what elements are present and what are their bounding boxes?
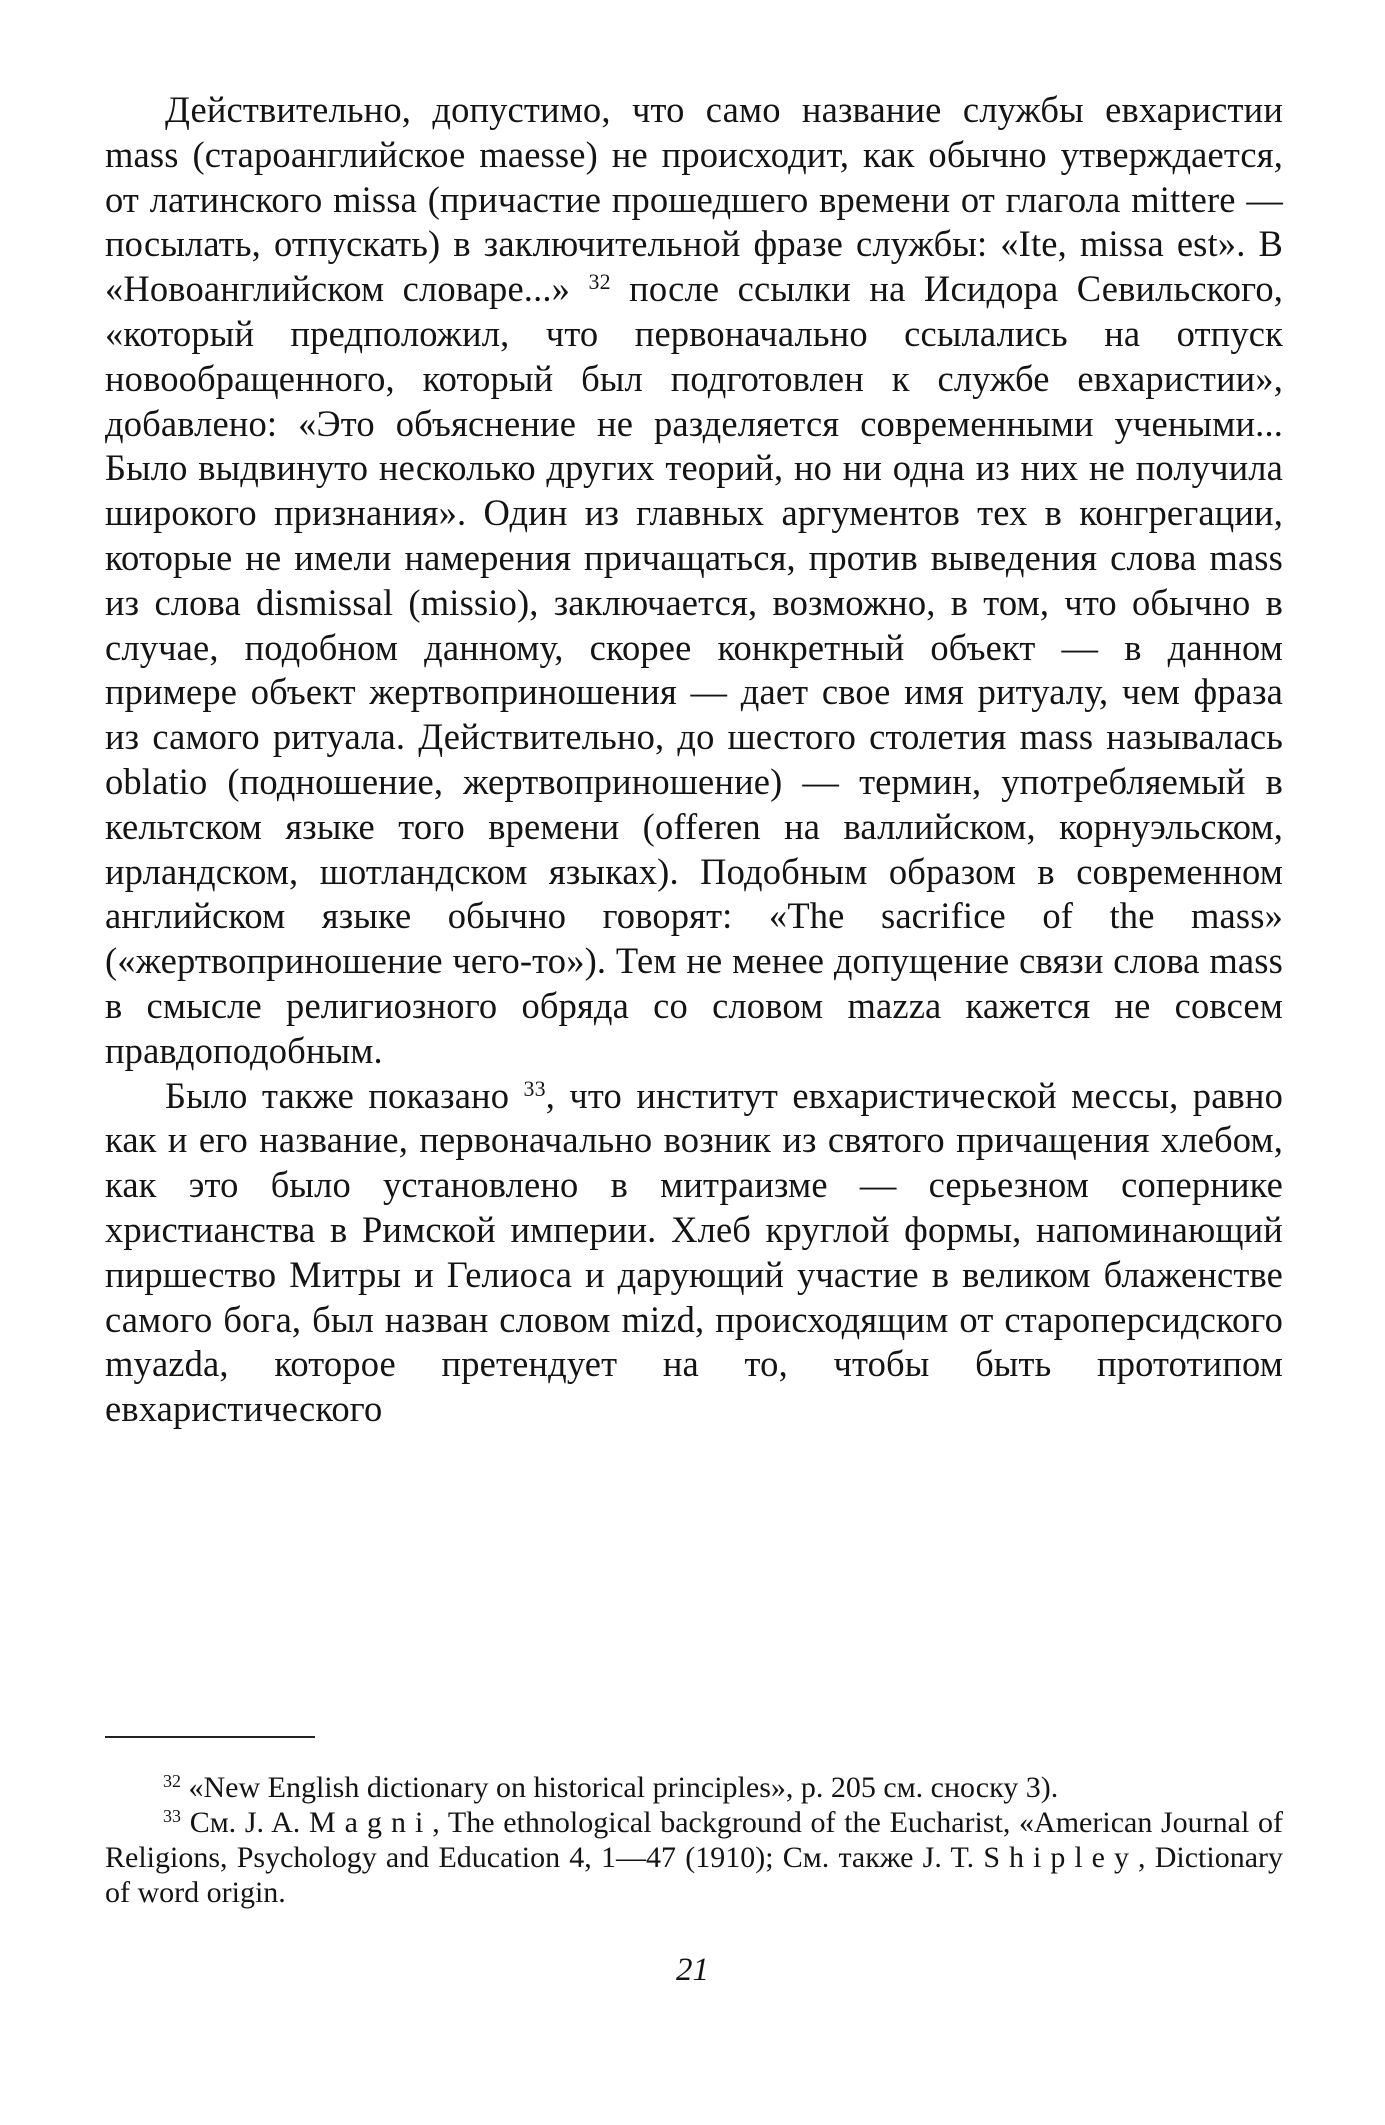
footnote-ref-33[interactable]: 33 [523,1075,546,1101]
paragraph-2-text-b: , что институт евхаристической мессы, равно как и его название, первоначально возник из святого причащения хлебом, как это было установлено в митраизме — серьезном сопернике христианства в Римской империи. Хлеб круглой формы, напоминающий пиршество Митры и Гелиоса и дарующий участие в великом блаженстве самого бога, был назван словом mizd, происходящим от староперсидского myazda, которое претендует на то, чтобы быть прототипом евхаристического [105,1074,1284,1430]
footnote-text: «New English dictionary on historical principles», p. 205 см. сноску 3). [181,1771,1059,1804]
footnote-32 [105,1770,1283,1805]
paragraph-1-text-a: Действительно, допустимо, что само название службы евхаристии mass (староанглийское maesse) не происходит, как обычно утверждается, от латинского missa (причастие прошедшего времени от глагола mittere — посылать, отпускать) в заключительной фразе службы: «Ite, missa est». В «Новоанглийском словаре...» [105,89,1283,310]
footnote-number: 32 [163,1771,181,1792]
footnote-text: См. J. A. [181,1806,309,1839]
footnote-author: Magni [308,1806,433,1839]
footnote-text: , The ethnological background of the Eucharist, «American Journal of Religions, Psychology and Education 4, 1—47 (1910); См. также J. T. [105,1806,1284,1874]
paragraph-2 [105,1074,1283,1432]
footnote-author: Shipley [983,1841,1138,1874]
footnote-33 [105,1805,1283,1910]
footnote-number: 33 [163,1806,181,1827]
page-number: 21 [676,1952,709,1988]
paragraph-2-text-a: Было также показано [165,1074,524,1116]
footnote-ref-32[interactable]: 32 [588,269,611,295]
footnotes [105,1770,1283,1910]
page-body [105,88,1283,1432]
footnote-divider [105,1736,315,1738]
footnote-text: , Dictionary of word origin. [105,1841,1284,1909]
paragraph-1-text-b: после ссылки на Исидора Севильского, «который предположил, что первоначально ссылались на отпуск новообращенного, который был подготовлен к службе евхаристии», добавлено: «Это объяснение не разделяется современными учеными... Было выдвинуто несколько других теорий, но ни одна из них не получила широкого признания». Один из главных аргументов тех в конгрегации, которые не имели намерения причащаться, против выведения слова mass из слова dismissal (missio), заключается, возможно, в том, что обычно в случае, подобном данному, скорее конкретный объект — в данном примере объект жертвоприношения — дает свое имя ритуалу, чем фраза из самого ритуала. Действительно, до шестого столетия mass называлась oblatio (подношение, жертвоприношение) — термин, употребляемый в кельтском языке того времени (offeren на валлийском, корнуэльском, ирландском, шотландском языках). Подобным образом в современном английском языке обычно говорят: «The sacrifice of the mass» («жертвоприношение чего-то»). Тем не менее допущение связи слова mass в смысле религиозного обряда со словом mazza кажется не совсем правдоподобным. [105,268,1283,1071]
paragraph-1 [105,88,1283,1074]
